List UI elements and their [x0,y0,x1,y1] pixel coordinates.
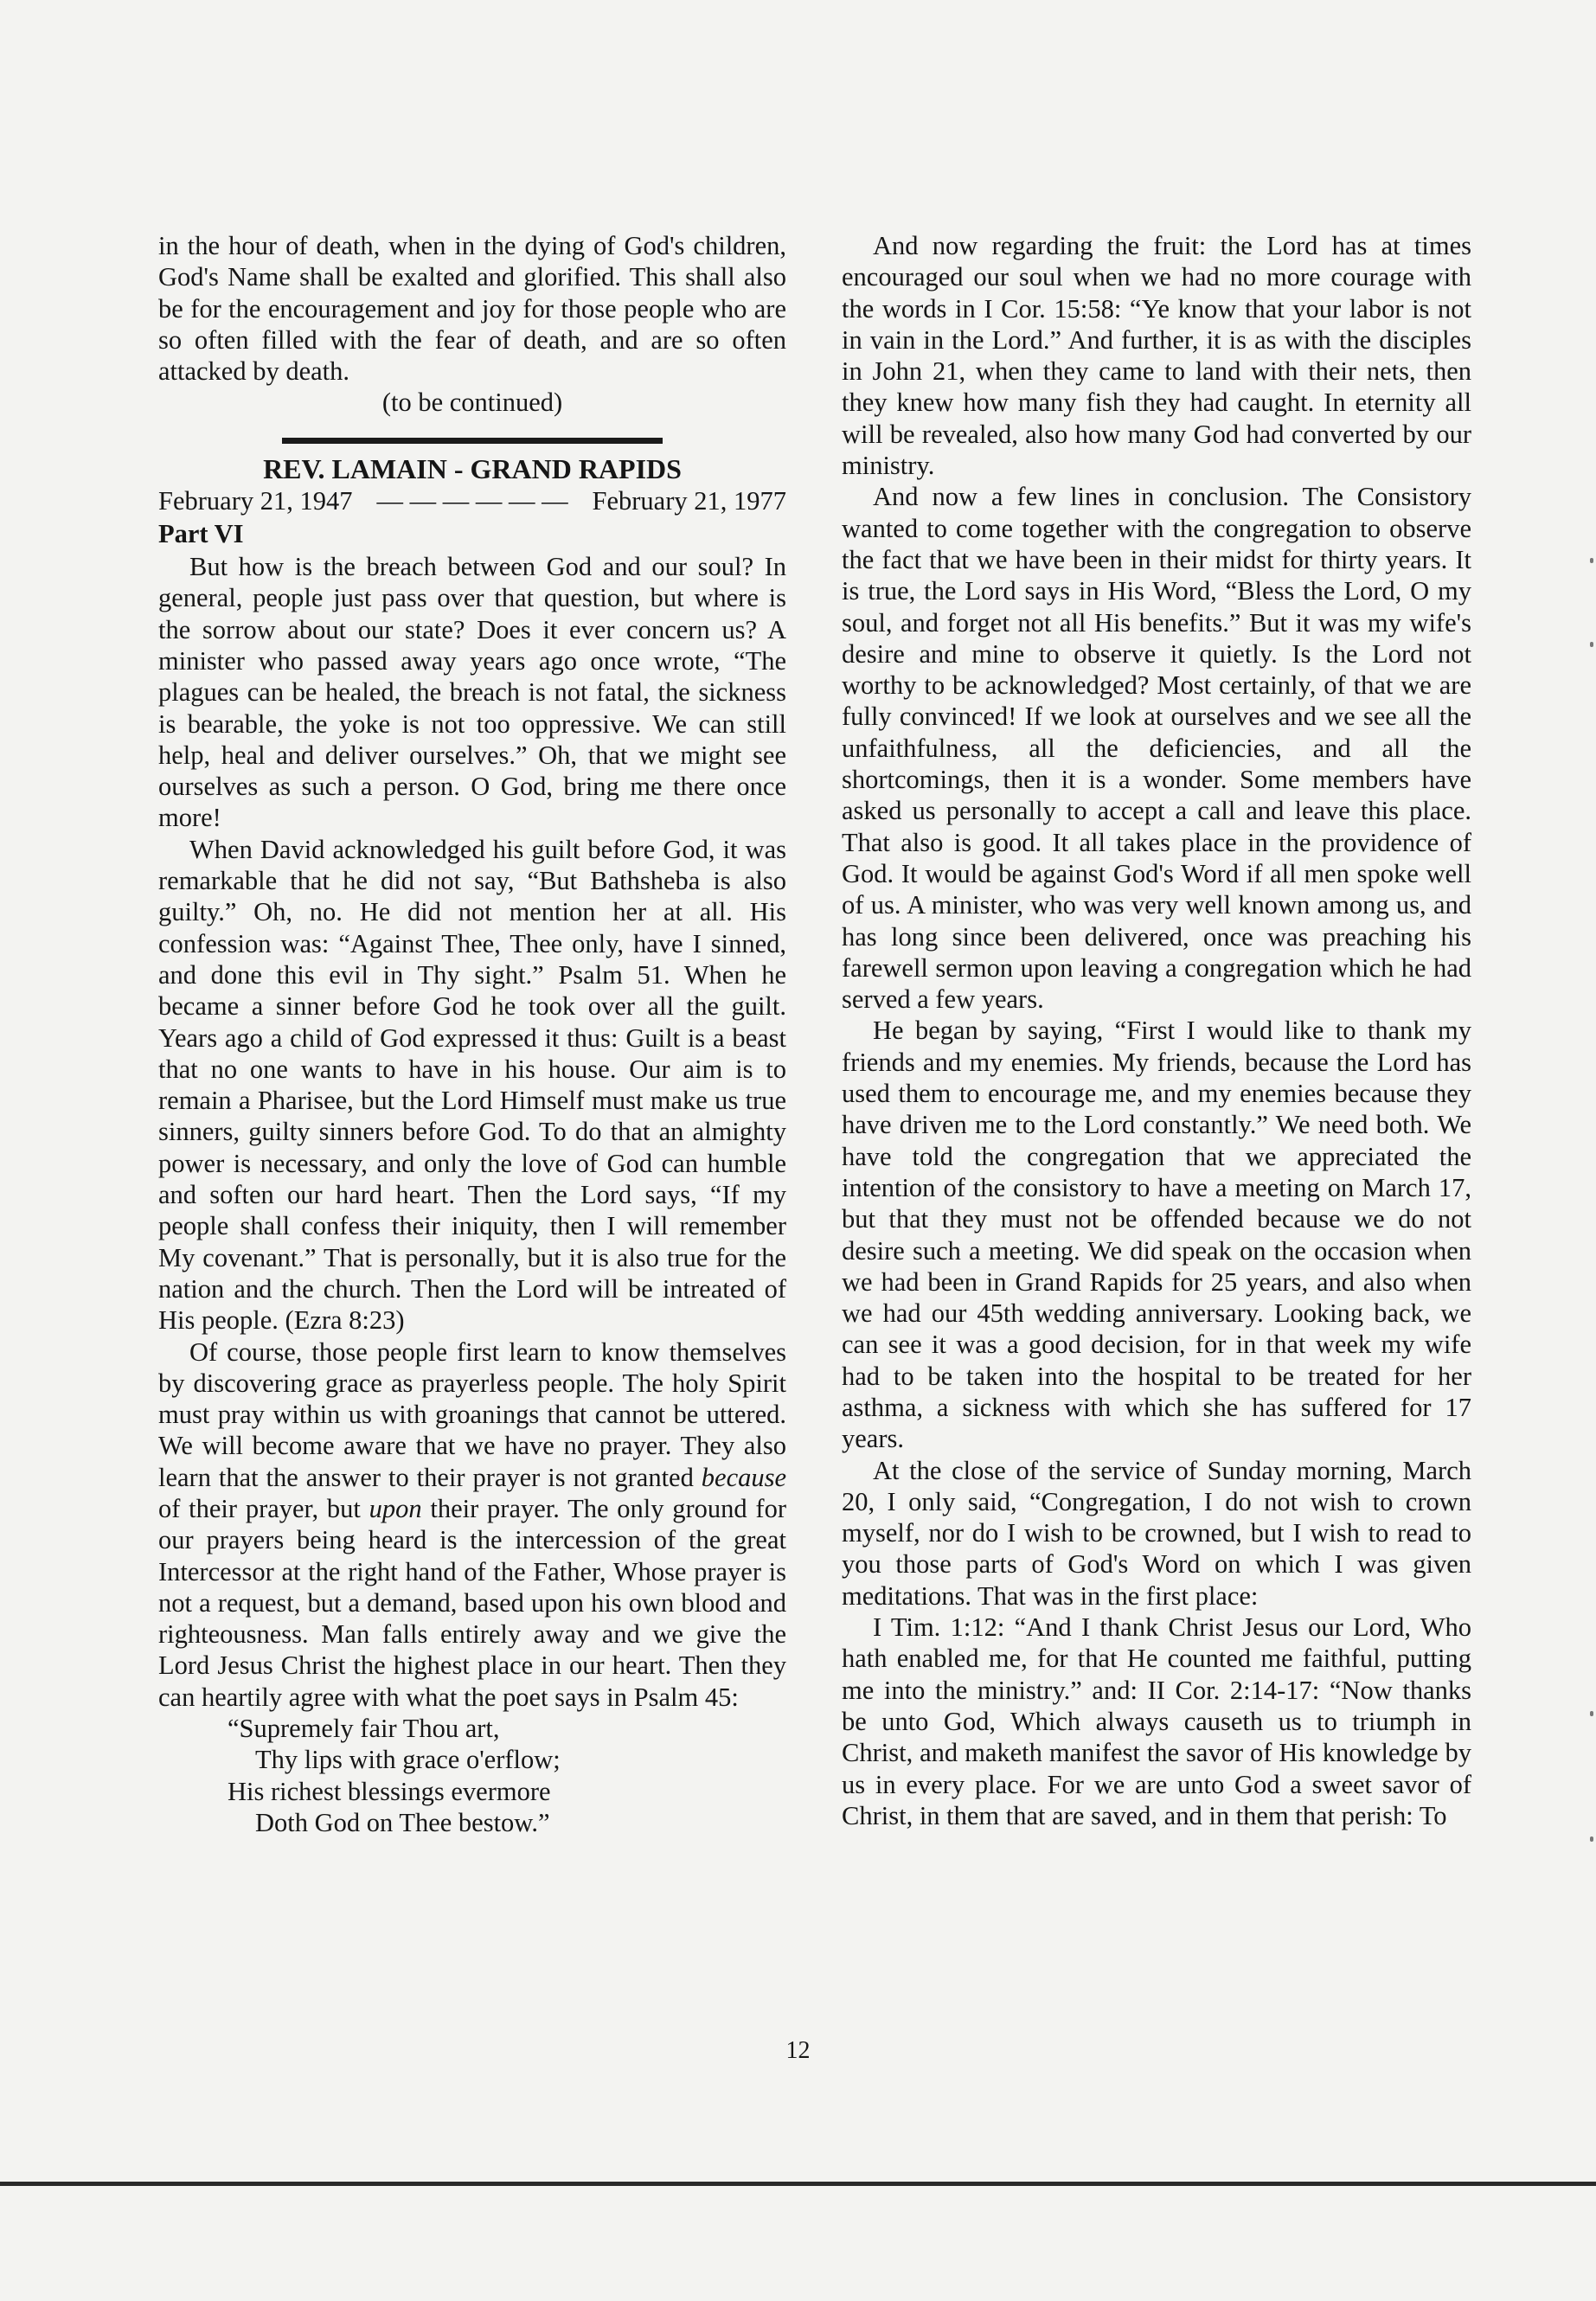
body-paragraph: And now a few lines in conclusion. The Consistory wanted to come together with the congregation to observe the fact that we have been in their midst for thirty years. It is true, the Lord says in His Word, “Bless the Lord, O my soul, and forget not all His benefits.” But it was my wife's desire and mine to observe it quietly. Is the Lord not worthy to be acknowledged? Most certainly, of that we are fully convinced! If we look at ourselves and we see all the unfaithfulness, all the deficiencies, and all the shortcomings, then it is a wonder. Some members have asked us personally to accept a call and leave this place. That also is good. It all takes place in the providence of God. It would be against God's Word if all men spoke well of us. A minister, who was very well known among us, and has long since been delivered, once was preaching his farewell sermon upon leaving a congregation which he had served a few years. [842,482,1471,1015]
body-paragraph: At the close of the service of Sunday morning, March 20, I only said, “Congregation, I do not wish to crown myself, nor do I wish to be crowned, but I wish to read to you those parts of God's Word on which I was given meditations. That was in the first place: [842,1455,1471,1611]
section-divider [282,438,663,444]
poem-line: His richest blessings evermore [228,1776,551,1806]
poem-line: “Supremely fair Thou art, [228,1714,500,1744]
body-paragraph: I Tim. 1:12: “And I thank Christ Jesus our Lord, Who hath enabled me, for that He counted me faithful, putting me into the ministry.” and: II Cor. 2:14-17: “Now thanks be unto God, Which always causeth us to triumph in Christ, and maketh manifest the savor of His knowledge by us in every place. For we are unto God a sweet savor of Christ, in them that are saved, and in them that perish: To [842,1612,1471,1830]
body-paragraph: When David acknowledged his guilt before God, it was remarkable that he did not say, “But Bathsheba is also guilty.” Oh, no. He did not mention her at all. His confession was: “Against Thee, Thee only, have I sinned, and done this evil in Thy sight.” Psalm 51. When he became a sinner before God he took over all the guilt. Years ago a child of God expressed it thus: Guilt is a beast that no one wants to have in his house. Our aim is to remain a Pharisee, but the Lord Himself must make us true sinners, guilty sinners before God. To do that an almighty power is necessary, and only the love of God can humble and soften our hard heart. Then the Lord says, “If my people shall confess their iniquity, then I will remember My covenant.” That is personally, but it is also true for the nation and the church. Then the Lord will be intreated of His people. (Ezra 8:23) [158,834,786,1336]
continued-note: (to be continued) [381,388,563,418]
article-dates [158,485,786,516]
scan-edge-mark [1590,1836,1593,1842]
date-dashes: — — — — — — [376,485,568,516]
page-bottom-edge [0,2182,1596,2186]
scan-edge-mark [1590,642,1593,647]
date-end: February 21, 1977 [592,485,786,516]
scan-edge-mark [1590,1711,1593,1716]
emphasis-because: because [701,1462,787,1492]
body-paragraph: He began by saying, “First I would like to thank my friends and my enemies. My friends, because the Lord has used them to encourage me, and my enemies because they have driven me to the Lord constantly.” We need both. We have told the congregation that we appreciated the intention of the consistory to have a meeting on March 17, but that they must not be offended because we do not desire such a meeting. We did speak on the occasion when we had been in Grand Rapids for 25 years, and also when we had our 45th wedding anniversary. Looking back, we can see it was a good decision, for in that week my wife had to be taken into the hospital to be treated for her asthma, a sickness with which she has suffered for 17 years. [842,1016,1471,1454]
poem-line: Doth God on Thee bestow.” [255,1807,550,1837]
psalm-quote [158,1713,786,1838]
page-number: 12 [785,2037,811,2064]
poem-line: Thy lips with grace o'erflow; [255,1745,561,1775]
date-start: February 21, 1947 [158,485,353,516]
body-paragraph: And now regarding the fruit: the Lord has at times encouraged our soul when we had no more courage with the words in I Cor. 15:58: “Ye know that your labor is not in vain in the Lord.” And further, it is as with the disciples in John 21, when they came to land with their nets, then they knew how many fish they had caught. In eternity all will be revealed, also how many God had converted by our ministry. [842,231,1471,481]
emphasis-upon: upon [369,1493,422,1523]
article-title: REV. LAMAIN - GRAND RAPIDS [263,452,682,484]
body-paragraph: But how is the breach between God and our soul? In general, people just pass over that question, but where is the sorrow about our state? Does it ever concern us? A minister who passed away years ago once wrote, “The plagues can be healed, the breach is not fatal, the sickness is bearable, the yoke is not too oppressive. We can still help, heal and deliver ourselves.” Oh, that we might see ourselves as such a person. O God, bring me there once more! [158,552,786,833]
scan-edge-mark [1590,558,1593,563]
left-column [158,230,786,1838]
prayer-paragraph: Of course, those people first learn to know themselves by discovering grace as prayerless people. The holy Spirit must pray within us with groanings that cannot be uttered. We will become aware that we have no prayer. They also learn that the answer to their prayer is not granted because of their prayer, but upon their prayer. The only ground for our prayers being heard is the intercession of the great Intercessor at the right hand of the Father, Whose prayer is not a request, but a demand, based upon his own blood and righteousness. Man falls entirely away and we give the Lord Jesus Christ the highest place in our heart. Then they can heartily agree with what the poet says in Psalm 45: [158,1336,787,1712]
right-column [842,230,1471,1831]
part-label: Part VI [158,519,244,549]
continuation-paragraph: in the hour of death, when in the dying of God's children, God's Name shall be exalted and glorified. This shall also be for the encouragement and joy for those people who are so often filled with the fear of death, and are so often attacked by death. [158,231,786,387]
